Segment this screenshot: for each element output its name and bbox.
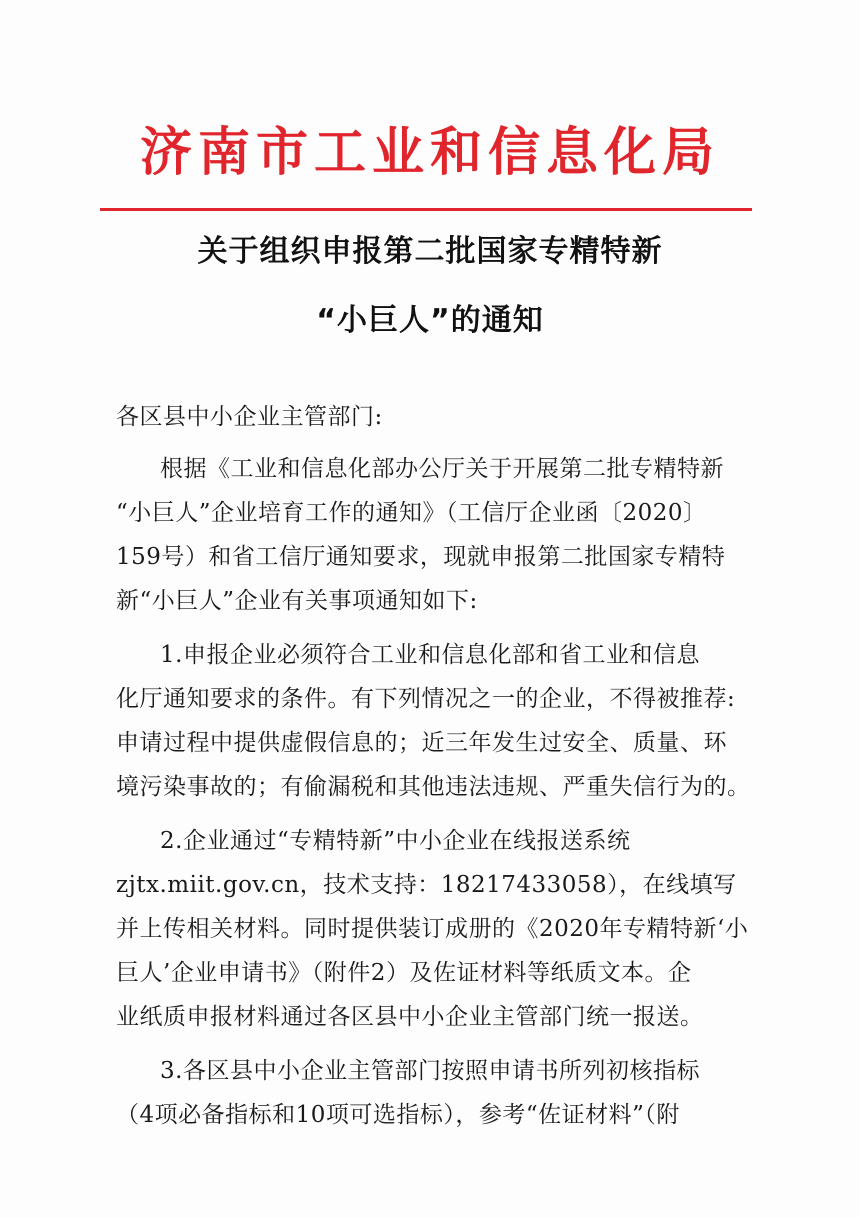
paragraph-line: 根据《工业和信息化部办公厅关于开展第二批专精特新	[160, 456, 724, 482]
salutation: 各区县中小企业主管部门:	[116, 404, 383, 430]
paragraph-line: 申请过程中提供虚假信息的；近三年发生过安全、质量、环	[116, 730, 727, 756]
paragraph-line: 并上传相关材料。同时提供装订成册的《2020年专精特新‘小	[116, 916, 749, 942]
paragraph-line: zjtx.miit.gov.cn，技术支持：18217433058），在线填写	[116, 872, 737, 898]
org-header: 济南市工业和信息化局	[139, 122, 720, 183]
header-divider	[100, 208, 752, 211]
document-title-line-2: “小巨人”的通知	[316, 303, 544, 338]
paragraph-line: 2.企业通过“专精特新”中小企业在线报送系统	[160, 828, 631, 854]
paragraph-line: （4项必备指标和10项可选指标），参考“佐证材料”（附	[116, 1102, 680, 1128]
paragraph-line: 境污染事故的；有偷漏税和其他违法违规、严重失信行为的。	[116, 774, 751, 800]
paragraph-line: 3.各区县中小企业主管部门按照申请书所列初核指标	[160, 1058, 700, 1084]
paragraph-line: 1.申报企业必须符合工业和信息化部和省工业和信息	[160, 642, 700, 668]
document-title-line-1: 关于组织申报第二批国家专精特新	[197, 234, 663, 269]
paragraph-line: 159号）和省工信厅通知要求，现就申报第二批国家专精特	[116, 544, 726, 570]
paragraph-line: “小巨人”企业培育工作的通知》（工信厅企业函〔2020〕	[116, 500, 707, 526]
paragraph-line: 化厅通知要求的条件。有下列情况之一的企业，不得被推荐:	[116, 686, 736, 712]
paragraph-line: 巨人’企业申请书》（附件2）及佐证材料等纸质文本。企	[116, 960, 692, 986]
paragraph-line: 业纸质申报材料通过各区县中小企业主管部门统一报送。	[116, 1004, 704, 1030]
paragraph-line: 新“小巨人”企业有关事项通知如下:	[116, 588, 478, 614]
